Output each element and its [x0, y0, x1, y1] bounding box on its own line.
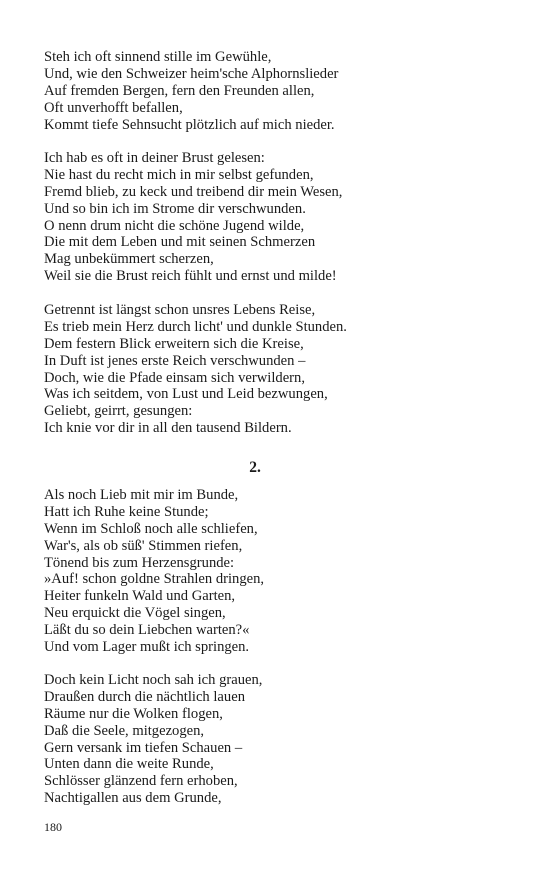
verse-line: Unten dann die weite Runde, [44, 756, 214, 773]
verse-line: Getrennt ist längst schon unsres Lebens Reise, [44, 302, 316, 318]
stanza-4 [44, 487, 264, 656]
page-number: 180 [44, 820, 62, 834]
verse-line: Fremd blieb, zu keck und treibend dir mein Wesen, [44, 183, 343, 200]
stanza-3 [44, 302, 347, 437]
verse-line: Es trieb mein Herz durch licht' und dunkle Stunden. [44, 318, 347, 335]
verse-line: Schlösser glänzend fern erhoben, [44, 773, 238, 790]
verse-line: Dem festern Blick erweitern sich die Kreise, [44, 335, 304, 352]
verse-line: Draußen durch die nächtlich lauen [44, 688, 245, 705]
verse-line: Doch kein Licht noch sah ich grauen, [44, 672, 263, 688]
verse-line: Was ich seitdem, von Lust und Leid bezwungen, [44, 386, 328, 403]
verse-line: Nachtigallen aus dem Grunde, [44, 790, 222, 807]
verse-line: Doch, wie die Pfade einsam sich verwildern, [44, 369, 305, 386]
verse-line: Hatt ich Ruhe keine Stunde; [44, 503, 209, 520]
stanza-5 [44, 672, 262, 807]
verse-line: Mag unbekümmert scherzen, [44, 251, 214, 268]
verse-line: Neu erquickt die Vögel singen, [44, 605, 226, 622]
verse-line: Tönend bis zum Herzensgrunde: [44, 554, 235, 571]
verse-line: Auf fremden Bergen, fern den Freunden allen, [44, 82, 315, 99]
verse-line: Gern versank im tiefen Schauen – [44, 739, 243, 756]
section-number: 2. [249, 459, 261, 476]
verse-line: »Auf! schon goldne Strahlen dringen, [44, 571, 265, 588]
verse-line: Ich hab es oft in deiner Brust gelesen: [44, 150, 265, 166]
verse-line: O nenn drum nicht die schöne Jugend wilde, [44, 217, 305, 234]
verse-line: Weil sie die Brust reich fühlt und ernst und milde! [44, 268, 337, 285]
verse-line: Daß die Seele, mitgezogen, [44, 722, 205, 739]
verse-line: Als noch Lieb mit mir im Bunde, [44, 487, 239, 503]
verse-line: Läßt du so dein Liebchen warten?« [44, 622, 250, 639]
verse-line: Wenn im Schloß noch alle schliefen, [44, 520, 258, 537]
verse-line: In Duft ist jenes erste Reich verschwunden – [44, 352, 306, 369]
verse-line: Und vom Lager mußt ich springen. [44, 639, 250, 656]
verse-line: Und so bin ich im Strome dir verschwunden. [44, 200, 306, 217]
verse-line: Nie hast du recht mich in mir selbst gefunden, [44, 166, 314, 183]
verse-line: Die mit dem Leben und mit seinen Schmerzen [44, 234, 316, 251]
verse-line: Oft unverhofft befallen, [44, 99, 183, 116]
stanza-1 [44, 49, 338, 133]
verse-line: Heiter funkeln Wald und Garten, [44, 588, 236, 605]
verse-line: War's, als ob süß' Stimmen riefen, [44, 537, 243, 554]
verse-line: Geliebt, geirrt, gesungen: [44, 403, 193, 420]
verse-line: Und, wie den Schweizer heim'sche Alphornslieder [44, 65, 339, 82]
verse-line: Kommt tiefe Sehnsucht plötzlich auf mich nieder. [44, 116, 335, 133]
verse-line: Steh ich oft sinnend stille im Gewühle, [44, 49, 272, 65]
stanza-2 [44, 150, 342, 285]
verse-line: Räume nur die Wolken flogen, [44, 705, 223, 722]
verse-line: Ich knie vor dir in all den tausend Bildern. [44, 420, 292, 437]
